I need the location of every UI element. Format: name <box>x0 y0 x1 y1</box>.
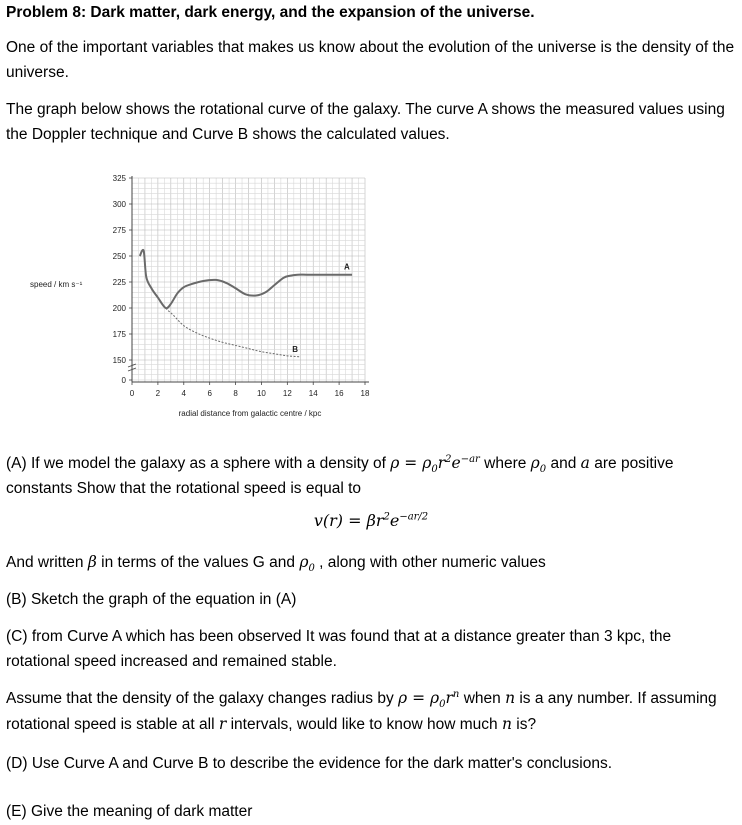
rotation-curve-chart <box>0 160 742 430</box>
y-tick-label: 0 <box>121 376 126 385</box>
speed-formula: $v(r) = \beta r^2e^{-ar/2}$ <box>313 511 429 530</box>
y-tick-label: 300 <box>112 200 126 209</box>
graph-description: The graph below shows the rotational curve of the galaxy. The curve A shows the measured values using the Doppler technique and Curve B shows the calculated values. <box>6 101 725 143</box>
part-a-written: And written β in terms of the values G and $\rho_0$ , along with other numeric values <box>6 553 546 575</box>
intro-paragraph: One of the important variables that makes us know about the evolution of the universe is the density of the universe. <box>6 39 735 81</box>
x-tick-label: 18 <box>360 389 370 398</box>
y-tick-label: 275 <box>112 226 126 235</box>
chart-series <box>140 250 352 357</box>
part-e: (E) Give the meaning of dark matter <box>6 803 253 820</box>
x-tick-label: 4 <box>181 389 187 398</box>
y-tick-label: 325 <box>112 174 126 183</box>
x-tick-label: 16 <box>334 389 344 398</box>
x-tick-label: 10 <box>256 389 266 398</box>
problem-title: Problem 8: Dark matter, dark energy, and the expansion of the universe. <box>6 4 535 21</box>
y-tick-label: 175 <box>112 330 126 339</box>
series-label-B: B <box>292 344 299 354</box>
chart-grid <box>132 178 365 382</box>
x-tick-label: 2 <box>155 389 161 398</box>
part-b: (B) Sketch the graph of the equation in (A) <box>6 591 297 608</box>
x-tick-label: 6 <box>207 389 212 398</box>
x-tick-label: 8 <box>233 389 238 398</box>
part-c1: (C) from Curve A which has been observed It was found that at a distance greater than 3 kpc, the rotational speed increased and remained stable. <box>6 628 672 670</box>
y-tick-label: 250 <box>112 252 126 261</box>
part-d: (D) Use Curve A and Curve B to describe the evidence for the dark matter's conclusions. <box>6 755 613 772</box>
y-tick-label: 150 <box>112 356 126 365</box>
chart-xlabel: radial distance from galactic centre / kpc <box>178 409 322 418</box>
x-tick-label: 0 <box>129 389 135 398</box>
y-tick-label: 225 <box>112 278 126 287</box>
x-tick-label: 12 <box>282 389 292 398</box>
chart-ylabel: speed / km s⁻¹ <box>30 280 83 289</box>
part-c2: Assume that the density of the galaxy changes radius by $\rho = \rho_0r^n$ when n is a any number. If assuming rotational speed is stable at all r intervals, would like to know how much n is? <box>6 688 717 733</box>
x-tick-label: 14 <box>308 389 318 398</box>
y-tick-label: 200 <box>112 304 126 313</box>
part-a-text: (A) If we model the galaxy as a sphere with a density of $\rho = \rho_0r^2e^{-ar}$ where $\rho_0$ and a are positive constants Show that the rotational speed is equal to <box>6 453 674 497</box>
series-line-A <box>140 250 352 308</box>
series-label-A: A <box>344 262 350 272</box>
